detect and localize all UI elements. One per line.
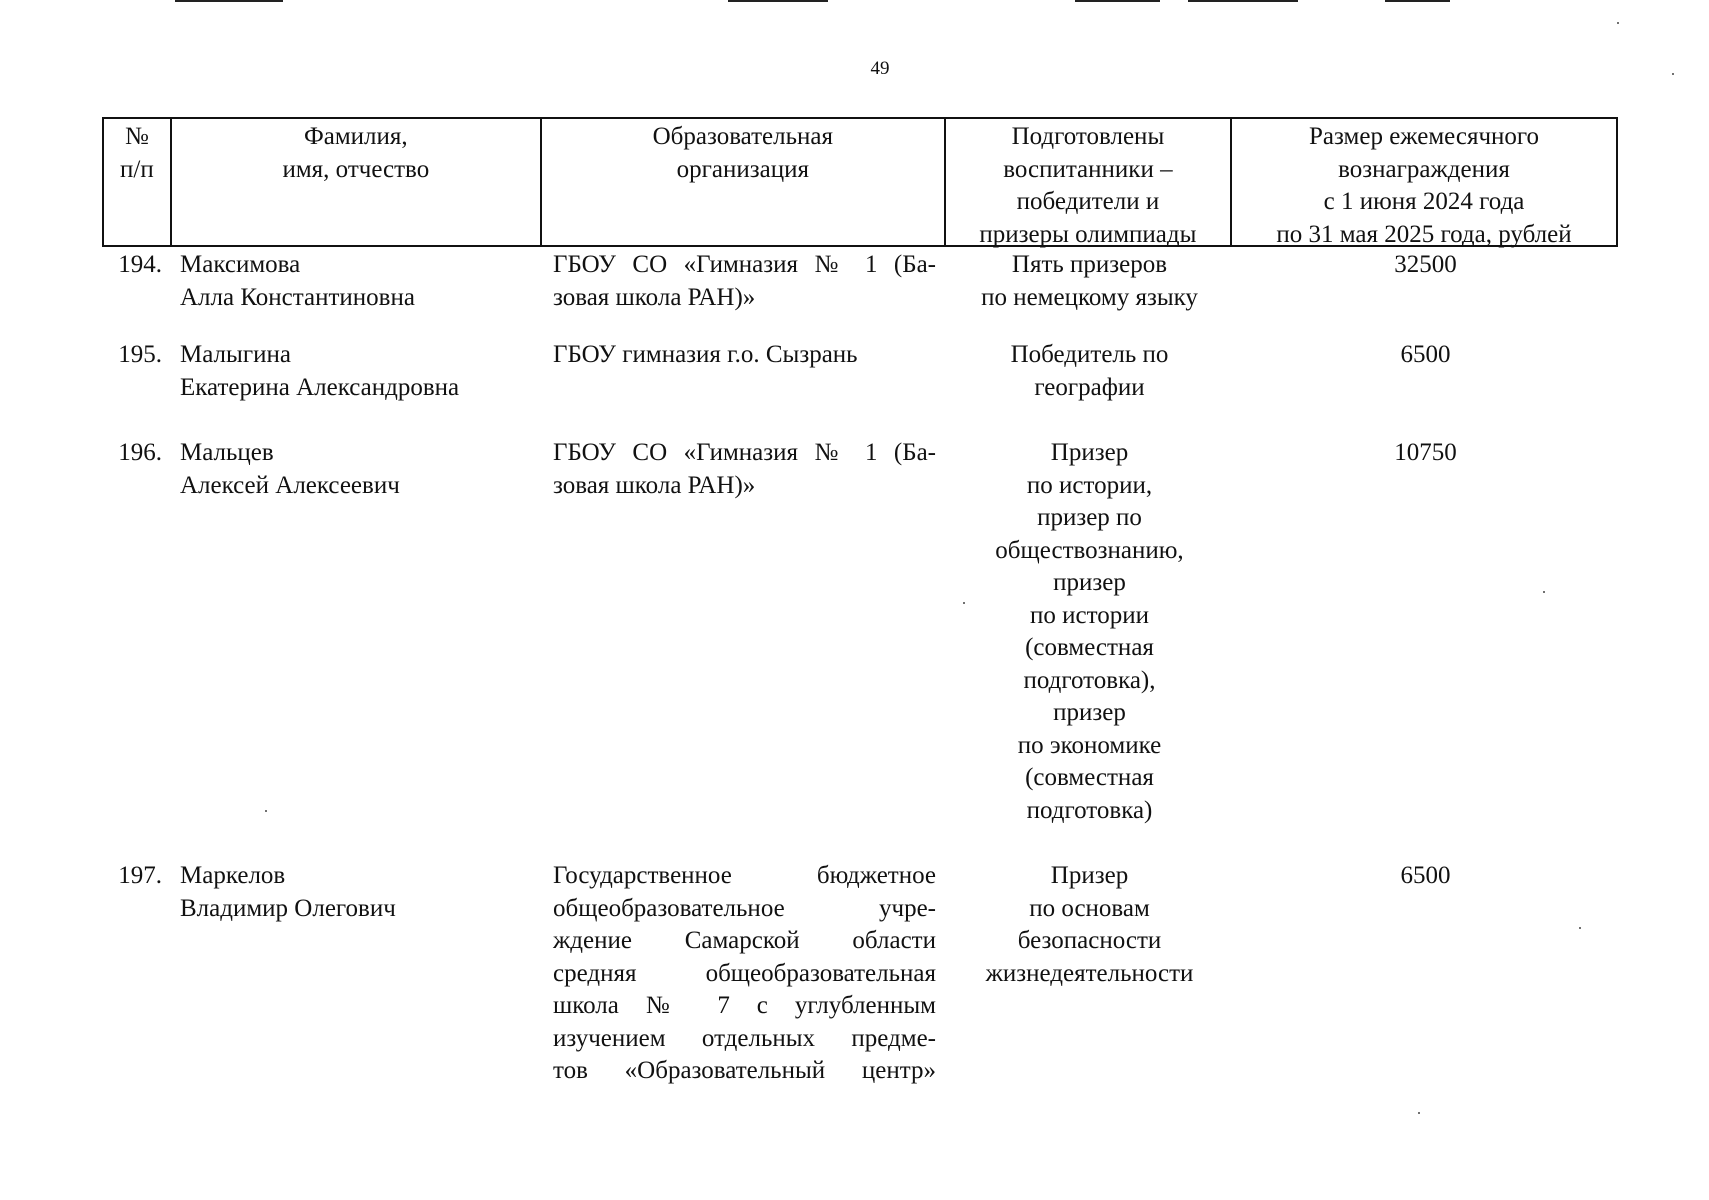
scan-speck — [1617, 22, 1619, 24]
row-name: Максимова Алла Константиновна — [180, 251, 415, 311]
scan-line — [1188, 0, 1298, 2]
row-prepared: Пять призеров по немецкому языку — [981, 251, 1198, 311]
scan-line — [1075, 0, 1160, 2]
awards-table — [102, 117, 1618, 1100]
row-prepared: Призер по истории, призер по обществознанию, призер по истории (совместная подготовка), призер по экономике (совместная подготовка) — [995, 439, 1184, 824]
header-amount: Размер ежемесячного вознаграждения с 1 июня 2024 года по 31 мая 2025 года, рублей — [1276, 123, 1572, 248]
row-org: ГБОУ СО «Гимназия № 1 (Ба- зовая школа РАН)» — [553, 251, 936, 311]
scan-line — [728, 0, 828, 2]
page-number: 49 — [870, 58, 890, 79]
row-number: 195. — [118, 341, 162, 368]
header-name: Фамилия, имя, отчество — [172, 119, 542, 245]
row-amount: 6500 — [1400, 341, 1451, 368]
row-prepared: Призер по основам безопасности жизнедеятельности — [985, 862, 1194, 987]
row-name: Малыгина Екатерина Александровна — [180, 341, 460, 401]
row-org: ГБОУ гимназия г.о. Сызрань — [553, 341, 858, 368]
scan-speck — [1418, 1112, 1420, 1114]
row-org: ГБОУ СО «Гимназия № 1 (Ба- зовая школа РАН)» — [553, 439, 936, 499]
header-org: Образовательная организация — [542, 119, 946, 245]
row-amount: 10750 — [1394, 439, 1457, 466]
table-row — [102, 437, 1618, 860]
header-num: № п/п — [104, 119, 172, 245]
row-amount: 6500 — [1400, 862, 1451, 889]
table-header — [102, 117, 1618, 247]
row-number: 197. — [118, 862, 162, 889]
table-row — [102, 860, 1618, 1100]
row-prepared: Победитель по географии — [1010, 341, 1169, 401]
row-name: Маркелов Владимир Олегович — [180, 862, 396, 922]
table-row — [102, 339, 1618, 437]
row-amount: 32500 — [1394, 251, 1457, 278]
row-org: Государственное бюджетное общеобразовательное учре- ждение Самарской области средняя общеобразовательная школа № 7 с углубленным изучением отдельных предме- тов «Образовательный центр» — [553, 862, 936, 1084]
table-row — [102, 247, 1618, 339]
scan-line — [175, 0, 283, 2]
scan-line — [1385, 0, 1450, 2]
header-prepared: Подготовлены воспитанники – победители и призеры олимпиады — [946, 119, 1232, 245]
row-name: Мальцев Алексей Алексеевич — [180, 439, 400, 499]
row-number: 194. — [118, 251, 162, 278]
row-number: 196. — [118, 439, 162, 466]
